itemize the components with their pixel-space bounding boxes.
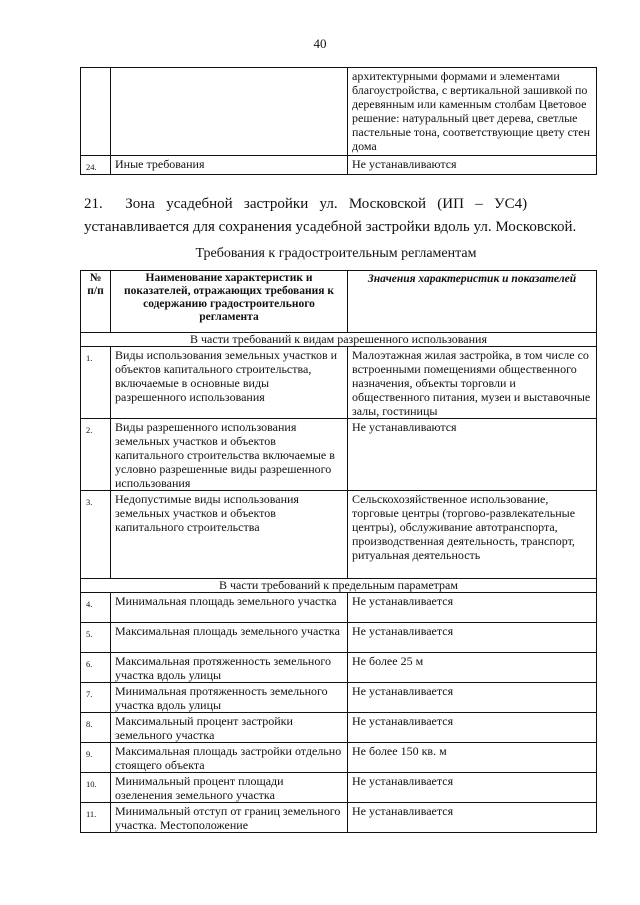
section-row <box>81 579 597 593</box>
row-number <box>81 68 111 156</box>
row-name: Минимальная площадь земельного участка <box>111 593 348 623</box>
row-name: Минимальная протяженность земельного участка вдоль улицы <box>111 683 348 713</box>
section-title: В части требований к предельным параметрам <box>81 579 597 593</box>
row-name: Виды разрешенного использования земельных участков и объектов капитального строительства включаемые в условно разрешенные виды разрешенного использования <box>111 419 348 491</box>
row-value: архитектурными формами и элементами благоустройства, с вертикальной зашивкой по деревянным или каменным столбам Цветовое решение: натуральный цвет дерева, светлые пастельные тона, соответствующие цвету стен дома <box>348 68 597 156</box>
row-number: 10. <box>81 773 111 803</box>
row-name: Виды использования земельных участков и объектов капитального строительства, включаемые в основные виды разрешенного использования <box>111 347 348 419</box>
header-name: Наименование характеристик и показателей, отражающих требования к содержанию градостроительного регламента <box>111 271 348 333</box>
row-number: 11. <box>81 803 111 833</box>
row-name: Максимальный процент застройки земельного участка <box>111 713 348 743</box>
table-row <box>81 419 597 491</box>
row-number: 6. <box>81 653 111 683</box>
row-value: Не устанавливаются <box>348 419 597 491</box>
table-row <box>81 713 597 743</box>
row-number: 9. <box>81 743 111 773</box>
row-name <box>111 68 348 156</box>
table-row <box>81 593 597 623</box>
row-number: 1. <box>81 347 111 419</box>
row-value: Не устанавливается <box>348 593 597 623</box>
row-value: Сельскохозяйственное использование, торговые центры (торгово-развлекательные центры), обслуживание автотранспорта, производственная деятельность, транспорт, ритуальная деятельность <box>348 491 597 579</box>
row-value: Не устанавливаются <box>348 156 597 175</box>
zone-paragraph-line-2: устанавливается для сохранения усадебной застройки вдоль ул. Московской. <box>84 219 577 235</box>
table-row <box>81 773 597 803</box>
table-row <box>81 803 597 833</box>
row-number: 3. <box>81 491 111 579</box>
row-name: Недопустимые виды использования земельных участков и объектов капитального строительства <box>111 491 348 579</box>
section-row <box>81 333 597 347</box>
table-row <box>81 623 597 653</box>
table-row <box>81 68 597 156</box>
page-number: 40 <box>313 36 327 51</box>
row-name: Максимальная протяженность земельного участка вдоль улицы <box>111 653 348 683</box>
row-value: Малоэтажная жилая застройка, в том числе со встроенными помещениями общественного назначения, объекты торговли и общественного питания, музеи и выставочные залы, гостиницы <box>348 347 597 419</box>
zone-paragraph-line-1: 21. Зона усадебной застройки ул. Московской (ИП – УС4) <box>84 196 528 212</box>
row-name: Максимальная площадь земельного участка <box>111 623 348 653</box>
row-name: Минимальный процент площади озеленения земельного участка <box>111 773 348 803</box>
row-name: Максимальная площадь застройки отдельно стоящего объекта <box>111 743 348 773</box>
table-row <box>81 156 597 175</box>
table-caption: Требования к градостроительным регламентам <box>195 246 477 261</box>
regulations-table <box>80 270 597 833</box>
row-name: Минимальный отступ от границ земельного участка. Местоположение <box>111 803 348 833</box>
row-number: 8. <box>81 713 111 743</box>
table-header-row <box>81 271 597 333</box>
row-number: 24. <box>81 156 111 175</box>
row-number: 4. <box>81 593 111 623</box>
row-name: Иные требования <box>111 156 348 175</box>
top-requirements-table <box>80 67 597 175</box>
row-number: 7. <box>81 683 111 713</box>
table-row <box>81 653 597 683</box>
row-value: Не устанавливается <box>348 623 597 653</box>
header-value: Значения характеристик и показателей <box>348 271 597 333</box>
row-number: 5. <box>81 623 111 653</box>
row-value: Не устанавливается <box>348 713 597 743</box>
row-value: Не более 25 м <box>348 653 597 683</box>
row-value: Не устанавливается <box>348 683 597 713</box>
table-row <box>81 491 597 579</box>
header-number: № п/п <box>81 271 111 333</box>
table-row <box>81 347 597 419</box>
row-number: 2. <box>81 419 111 491</box>
row-value: Не более 150 кв. м <box>348 743 597 773</box>
row-value: Не устанавливается <box>348 773 597 803</box>
section-title: В части требований к видам разрешенного использования <box>81 333 597 347</box>
row-value: Не устанавливается <box>348 803 597 833</box>
table-row <box>81 743 597 773</box>
table-row <box>81 683 597 713</box>
